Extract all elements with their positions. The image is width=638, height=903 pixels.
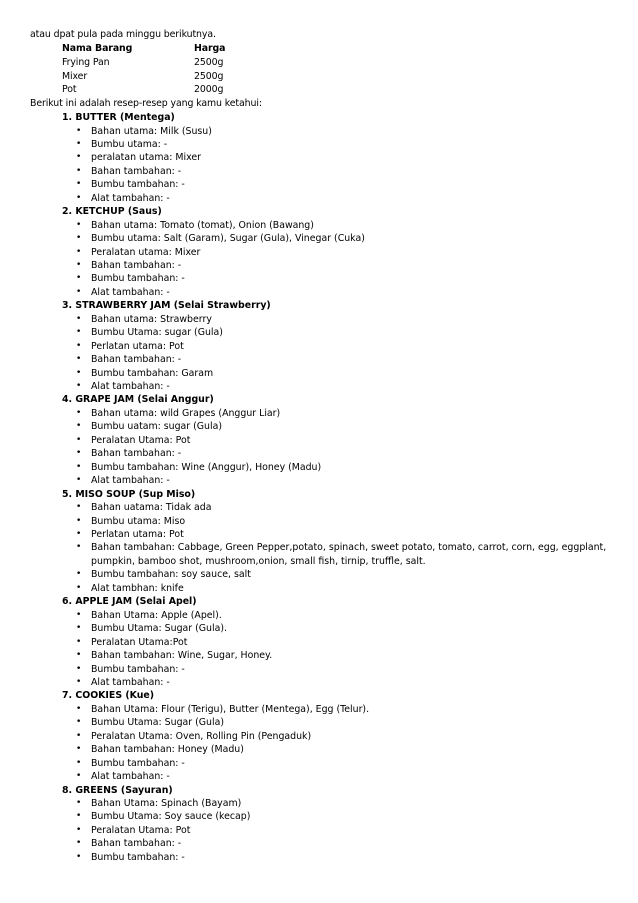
bullet-icon: • — [76, 448, 82, 459]
bullet-icon: • — [76, 811, 82, 822]
bullet-icon: • — [76, 421, 82, 432]
bullet-icon: • — [76, 179, 82, 190]
recipe-bullet-text: Bumbu tambahan: Wine (Anggur), Honey (Madu) — [91, 461, 322, 473]
price-table-header-name: Nama Barang — [62, 43, 133, 54]
bullet-icon: • — [76, 125, 82, 136]
bullet-icon: • — [76, 717, 82, 728]
recipe-bullet-text: Bahan tambahan: - — [91, 259, 182, 271]
bullet-icon: • — [76, 407, 82, 418]
bullet-icon: • — [76, 663, 82, 674]
recipe-bullet-text: Bumbu tambahan: - — [91, 273, 185, 285]
bullet-icon: • — [76, 730, 82, 741]
recipe-bullet-text: Bumbu utama: Miso — [91, 515, 186, 527]
price-table-row-price: 2500g — [194, 71, 224, 82]
bullet-icon: • — [76, 259, 82, 270]
recipe-bullet-text: Bahan Utama: Spinach (Bayam) — [91, 798, 242, 809]
recipe-bullet-text: Alat tambahan: - — [91, 192, 170, 204]
recipe-bullet-text: Peralatan utama: Mixer — [91, 246, 201, 258]
recipe-bullet-text: Bumbu Utama: Sugar (Gula) — [91, 717, 224, 729]
bullet-icon: • — [76, 623, 82, 634]
recipe-bullet-text: Bahan Utama: Flour (Terigu), Butter (Mentega), Egg (Telur). — [91, 703, 370, 715]
bullet-icon: • — [76, 771, 82, 782]
recipe-bullet-text: Bumbu Utama: Soy sauce (kecap) — [91, 811, 251, 823]
recipe-bullet-text: Bumbu Utama: sugar (Gula) — [91, 327, 223, 339]
bullet-icon: • — [76, 138, 82, 149]
recipe-bullet-text: Bahan tambahan: - — [91, 165, 182, 177]
bullet-icon: • — [76, 757, 82, 768]
bullet-icon: • — [76, 461, 82, 472]
price-table-row-name: Frying Pan — [62, 57, 110, 68]
bullet-icon: • — [76, 327, 82, 338]
bullet-icon: • — [76, 542, 82, 553]
bullet-icon: • — [76, 219, 82, 230]
recipe-title: 2. KETCHUP (Saus) — [62, 206, 162, 218]
recipe-bullet-text: Bahan Utama: Apple (Apel). — [91, 609, 222, 621]
bullet-icon: • — [76, 381, 82, 391]
recipe-bullet-text: Peralatan Utama: Pot — [91, 434, 191, 446]
recipe-bullet-text: Bumbu tambahan: - — [91, 179, 185, 191]
bullet-icon: • — [76, 515, 82, 526]
recipe-title: 3. STRAWBERRY JAM (Selai Strawberry) — [62, 300, 271, 312]
recipe-bullet-text: Bahan tambahan: Cabbage, Green Pepper,potato, spinach, sweet potato, tomato, carrot, corn, egg, eggplant, — [91, 542, 607, 554]
recipe-bullet-text: Bumbu tambahan: - — [91, 757, 185, 769]
recipes-intro: Berikut ini adalah resep-resep yang kamu ketahui: — [30, 98, 262, 109]
bullet-icon: • — [76, 165, 82, 176]
recipe-bullet-text: Bahan tambahan: - — [91, 448, 182, 460]
bullet-icon: • — [76, 367, 82, 378]
recipe-bullet-text: Alat tambahan: - — [91, 475, 170, 487]
bullet-icon: • — [76, 273, 82, 284]
bullet-icon: • — [76, 609, 82, 620]
bullet-icon: • — [76, 582, 82, 593]
recipe-bullet-text: Bumbu Utama: Sugar (Gula). — [91, 623, 227, 635]
recipe-bullet-text: Peralatan Utama:Pot — [91, 636, 188, 648]
recipe-bullet-text: Bahan utama: wild Grapes (Anggur Liar) — [91, 407, 281, 419]
recipe-bullet-text: Bumbu utama: Salt (Garam), Sugar (Gula), Vinegar (Cuka) — [91, 233, 365, 244]
bullet-icon: • — [76, 246, 82, 257]
recipe-title: 4. GRAPE JAM (Selai Anggur) — [62, 394, 214, 406]
recipe-bullet-text: Bumbu tambahan: - — [91, 851, 185, 863]
recipe-title: 7. COOKIES (Kue) — [62, 690, 155, 702]
recipe-bullet-text: Bahan uatama: Tidak ada — [91, 502, 212, 513]
recipe-bullet-text: Bahan utama: Strawberry — [91, 313, 212, 325]
recipe-bullet-text: Bahan tambahan: Wine, Sugar, Honey. — [91, 650, 273, 661]
recipe-bullet-text: Bahan utama: Tomato (tomat), Onion (Bawang) — [91, 219, 314, 231]
bullet-icon: • — [76, 838, 82, 849]
bullet-icon: • — [76, 340, 82, 351]
bullet-icon: • — [76, 798, 82, 808]
bullet-icon: • — [76, 569, 82, 580]
recipe-bullet-text: Bahan tambahan: - — [91, 838, 182, 850]
recipe-bullet-text: Bumbu utama: - — [91, 138, 168, 150]
recipe-bullet-text: Bumbu tambahan: - — [91, 663, 185, 675]
price-table-header-price: Harga — [194, 43, 226, 54]
recipe-bullet-text: Perlatan utama: Pot — [91, 528, 184, 540]
recipe-bullet-text: Bahan utama: Milk (Susu) — [91, 125, 212, 137]
bullet-icon: • — [76, 286, 82, 297]
bullet-icon: • — [76, 650, 82, 660]
recipe-bullet-text: Bumbu tambahan: Garam — [91, 367, 214, 379]
bullet-icon: • — [76, 676, 82, 687]
recipe-bullet-text: Alat tambahan: - — [91, 676, 170, 688]
recipe-title: 8. GREENS (Sayuran) — [62, 784, 173, 796]
recipe-bullet-text: Peralatan Utama: Oven, Rolling Pin (Pengaduk) — [91, 730, 312, 742]
bullet-icon: • — [76, 192, 82, 203]
recipe-bullet-text: Alat tambahan: - — [91, 286, 170, 298]
price-table-row-name: Mixer — [62, 71, 88, 82]
recipe-bullet-text: Bumbu tambahan: soy sauce, salt — [91, 569, 251, 581]
bullet-icon: • — [76, 703, 82, 714]
bullet-icon: • — [76, 744, 82, 755]
recipe-bullet-text: Alat tambhan: knife — [91, 582, 184, 594]
bullet-icon: • — [76, 851, 82, 862]
recipe-bullet-text: Alat tambahan: - — [91, 771, 170, 783]
recipe-title: 5. MISO SOUP (Sup Miso) — [62, 488, 196, 500]
recipe-title: 6. APPLE JAM (Selai Apel) — [62, 596, 197, 608]
bullet-icon: • — [76, 636, 82, 647]
price-table-row-price: 2500g — [194, 57, 224, 68]
bullet-icon: • — [76, 528, 82, 539]
recipe-bullet-text: Peralatan Utama: Pot — [91, 824, 191, 836]
recipe-bullet-text: Bahan tambahan: - — [91, 354, 182, 366]
recipe-bullet-text: Perlatan utama: Pot — [91, 340, 184, 352]
bullet-icon: • — [76, 152, 82, 163]
bullet-icon: • — [76, 434, 82, 445]
bullet-icon: • — [76, 824, 82, 835]
price-table-row-name: Pot — [62, 84, 77, 95]
bullet-icon: • — [76, 475, 82, 486]
bullet-icon: • — [76, 354, 82, 365]
price-table-row-price: 2000g — [194, 84, 224, 95]
recipe-bullet-text: peralatan utama: Mixer — [91, 152, 201, 164]
intro-text: atau dpat pula pada minggu berikutnya. — [30, 29, 216, 40]
recipe-title: 1. BUTTER (Mentega) — [62, 112, 175, 123]
bullet-icon: • — [76, 502, 82, 512]
bullet-icon: • — [76, 233, 82, 243]
recipe-bullet-text: Alat tambahan: - — [91, 381, 170, 392]
recipe-bullet-text: Bahan tambahan: Honey (Madu) — [91, 744, 244, 756]
bullet-icon: • — [76, 313, 82, 324]
recipe-bullet-continuation-text: pumpkin, bamboo shot, mushroom,onion, small fish, tirnip, truffle, salt. — [91, 555, 426, 567]
recipe-bullet-text: Bumbu uatam: sugar (Gula) — [91, 421, 222, 433]
